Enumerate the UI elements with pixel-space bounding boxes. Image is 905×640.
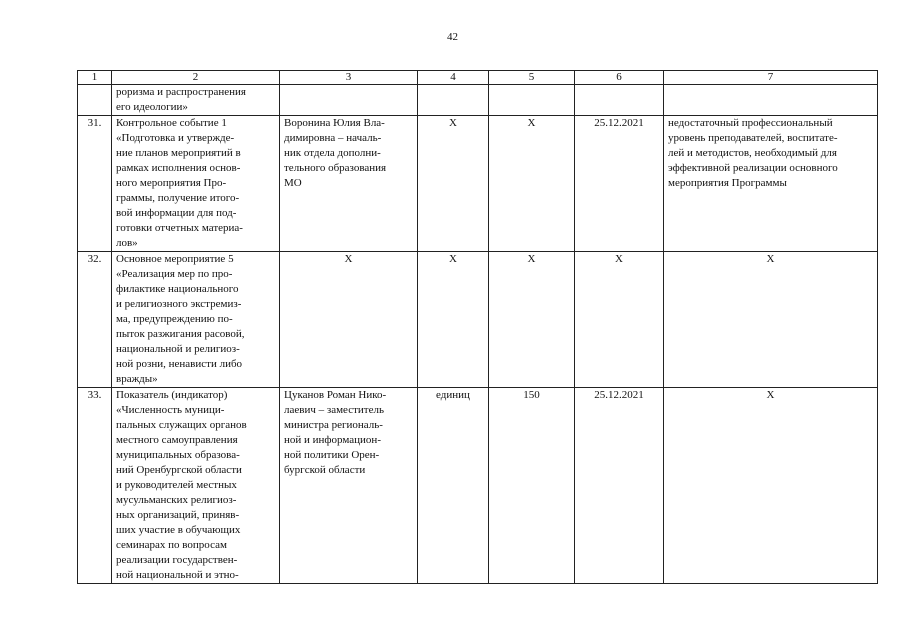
row-responsible (280, 85, 418, 116)
row-value: 150 (489, 388, 575, 584)
row-name: роризма и распространения его идеологии» (112, 85, 280, 116)
row-number: 32. (78, 252, 112, 388)
row-value (489, 85, 575, 116)
row-date: 25.12.2021 (575, 388, 664, 584)
page-number: 42 (447, 31, 458, 43)
row-name: Показатель (индикатор) «Численность муници- пальных служащих органов местного самоуправления муниципальных образова- ний Оренбургской области и руководителей местных мусульманских религиоз- ных организаций, приняв- ших участие в обучающих семинарах по вопросам реализации государствен- ной национальной и этно- (112, 388, 280, 584)
row-unit (418, 85, 489, 116)
row-unit: единиц (418, 388, 489, 584)
table-row (78, 85, 878, 116)
column-header: 5 (489, 71, 575, 85)
column-header: 3 (280, 71, 418, 85)
row-date (575, 85, 664, 116)
row-number: 31. (78, 116, 112, 252)
row-risk: Х (664, 388, 878, 584)
row-unit: Х (418, 116, 489, 252)
table-row (78, 116, 878, 252)
row-responsible: Цуканов Роман Нико- лаевич – заместитель министра региональ- ной и информацион- ной политики Орен- бургской области (280, 388, 418, 584)
table-row (78, 388, 878, 584)
row-name: Основное мероприятие 5 «Реализация мер по про- филактике национального и религиозного экстремиз- ма, предупреждению по- пыток разжигания расовой, национальной и религиоз- ной розни, ненависти либо вражды» (112, 252, 280, 388)
row-number: 33. (78, 388, 112, 584)
row-date: Х (575, 252, 664, 388)
program-table (77, 70, 878, 584)
row-responsible: Воронина Юлия Вла- димировна – началь- ник отдела дополни- тельного образования МО (280, 116, 418, 252)
row-unit: Х (418, 252, 489, 388)
column-header: 1 (78, 71, 112, 85)
header-row (78, 71, 878, 85)
row-value: Х (489, 116, 575, 252)
row-date: 25.12.2021 (575, 116, 664, 252)
row-risk: недостаточный профессиональный уровень преподавателей, воспитате- лей и методистов, необходимый для эффективной реализации основного мероприятия Программы (664, 116, 878, 252)
row-risk (664, 85, 878, 116)
row-name: Контрольное событие 1 «Подготовка и утвержде- ние планов мероприятий в рамках исполнения основ- ного мероприятия Про- граммы, получение итого- вой информации для под- готовки отчетных материа- лов» (112, 116, 280, 252)
column-header: 4 (418, 71, 489, 85)
row-value: Х (489, 252, 575, 388)
column-header: 2 (112, 71, 280, 85)
column-header: 6 (575, 71, 664, 85)
row-number (78, 85, 112, 116)
table-row (78, 252, 878, 388)
column-header: 7 (664, 71, 878, 85)
row-responsible: Х (280, 252, 418, 388)
row-risk: Х (664, 252, 878, 388)
